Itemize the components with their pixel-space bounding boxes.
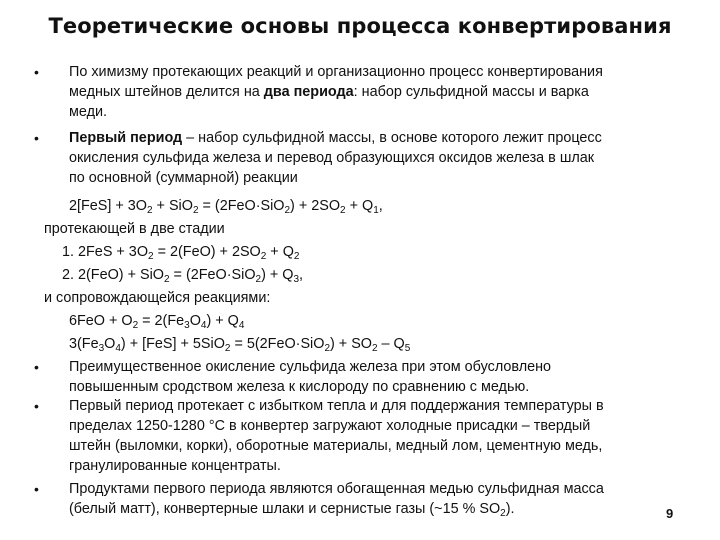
bold-term: Первый период: [69, 130, 183, 146]
equation-side-1: $6FeO + O_2 = 2(Fe_3O_4) + Q_4$: [69, 313, 245, 331]
equation-stage-2: 2. $2(FeO) + SiO_2 = (2FeO\cdot SiO_2) + Q_3$,: [62, 267, 304, 285]
equation-main: $2[FeS] + 3O_2 + SiO_2 = (2FeO\cdot SiO_2) + 2SO_2 + Q_1$,: [69, 198, 383, 216]
paragraph-two-periods: [69, 62, 603, 122]
text-two-stages: протекающей в две стадии: [44, 221, 225, 237]
equation-stage-1: 1. $2FeS + 3O_2 = 2(FeO) + 2SO_2 + Q_2$: [62, 244, 300, 262]
equation-side-2: $3(Fe_3O_4) + [FeS] + 5SiO_2 = 5(2FeO\cdot SiO_2) + SO_2 - Q_5$: [69, 336, 411, 354]
paragraph-first-period: [69, 128, 602, 188]
bullet-marker: •: [34, 398, 39, 414]
bullet-marker: •: [34, 130, 39, 146]
text-line: Продуктами первого периода являются обогащенная медью сульфидная масса: [69, 481, 604, 497]
paragraph-oxidation: [69, 357, 551, 397]
text-line: Первый период протекает с избытком тепла и для поддержания температуры в: [69, 398, 604, 414]
paragraph-heat-excess: [69, 396, 604, 476]
text-line: повышенным сродством железа к кислороду по сравнению с медью.: [69, 379, 530, 395]
page-number: 9: [666, 506, 674, 521]
slide-title: Теоретические основы процесса конвертирования: [48, 14, 672, 38]
text-line: по основной (суммарной) реакции: [69, 170, 298, 186]
text-line: (белый матт), конвертерные шлаки и сернистые газы (~15 % $SO_2$).: [69, 501, 515, 519]
text-line: гранулированные концентраты.: [69, 458, 281, 474]
paragraph-products: [69, 479, 604, 519]
text-line: пределах 1250-1280 °С в конвертер загружают холодные присадки – твердый: [69, 418, 591, 434]
bullet-marker: •: [34, 64, 39, 80]
text-line: медных штейнов делится на два периода: набор сульфидной массы и варка: [69, 84, 589, 100]
text-line: окисления сульфида железа и перевод образующихся оксидов железа в шлак: [69, 150, 595, 166]
bold-term: два периода: [263, 84, 354, 100]
text-line: меди.: [69, 104, 108, 120]
text-line: По химизму протекающих реакций и организационно процесс конвертирования: [69, 64, 603, 80]
text-line: штейн (выломки, корки), оборотные материалы, медный лом, цементную медь,: [69, 438, 603, 454]
text-accompanied: и сопровождающейся реакциями:: [44, 290, 271, 306]
text-line: Первый период – набор сульфидной массы, в основе которого лежит процесс: [69, 130, 602, 146]
text-line: Преимущественное окисление сульфида железа при этом обусловлено: [69, 359, 552, 375]
bullet-marker: •: [34, 359, 39, 375]
bullet-marker: •: [34, 481, 39, 497]
